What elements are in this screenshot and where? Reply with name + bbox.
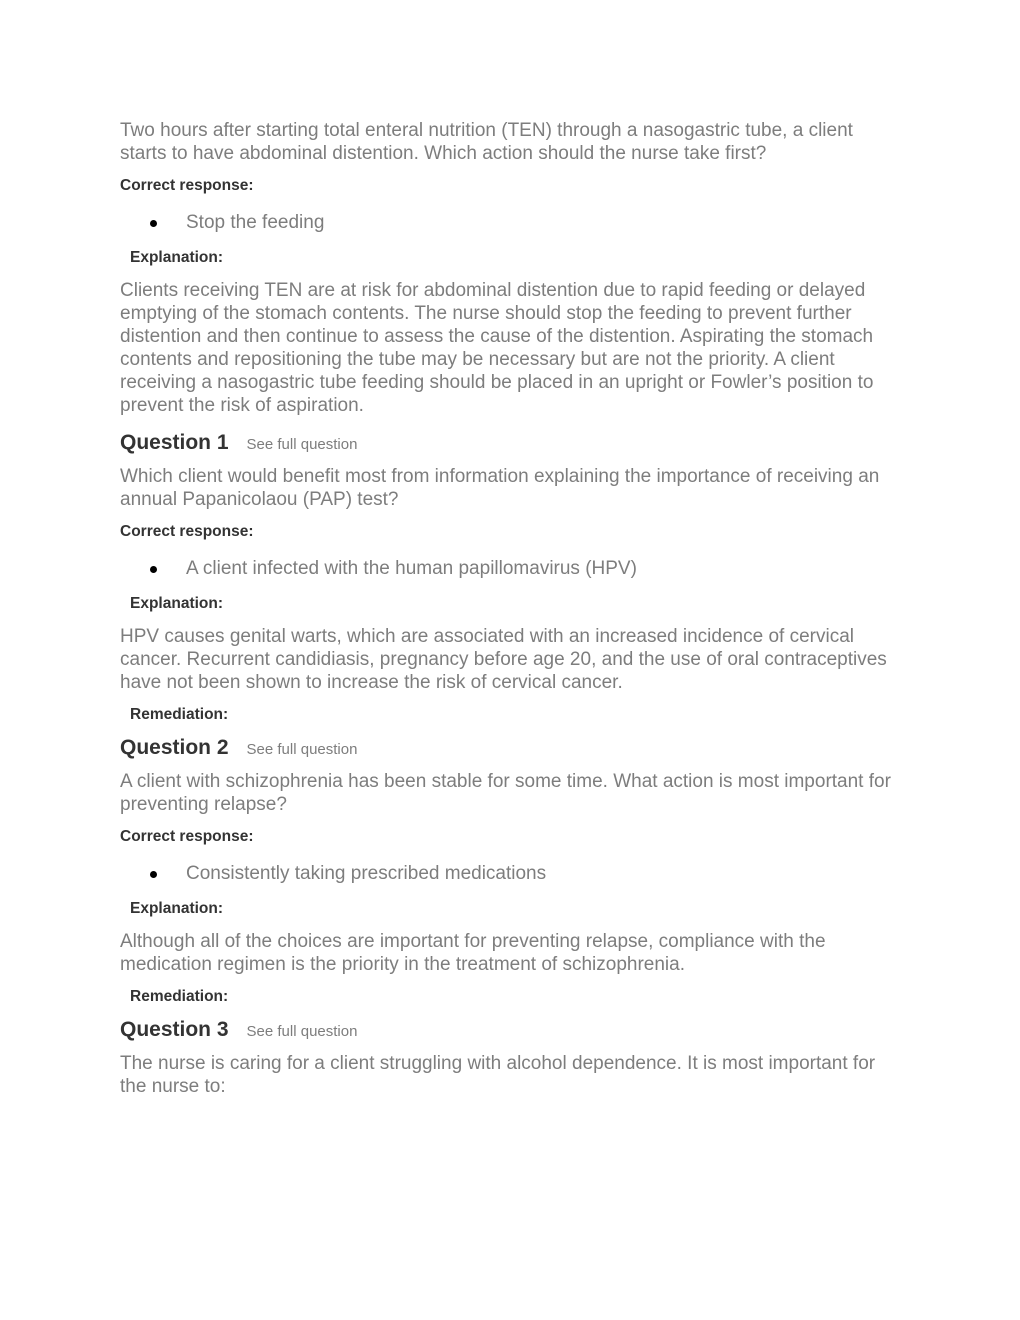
question-text: Two hours after starting total enteral nutrition (TEN) through a nasogastric tube, a client starts to have abdominal distention. Which action should the nurse take first?	[120, 120, 853, 164]
correct-response-label: Correct response:	[120, 177, 254, 194]
explanation-text: HPV causes genital warts, which are associated with an increased incidence of cervical cancer. Recurrent candidiasis, pregnancy before age 20, and the use of oral contraceptives have not been shown to increase the risk of cervical cancer.	[120, 626, 887, 693]
explanation-label: Explanation:	[130, 249, 224, 266]
bullet-icon	[150, 566, 157, 573]
see-full-question-link[interactable]: See full question	[246, 741, 358, 758]
answer-item	[120, 211, 900, 235]
question-text: The nurse is caring for a client struggling with alcohol dependence. It is most important for the nurse to:	[120, 1053, 876, 1097]
see-full-question-link[interactable]: See full question	[246, 1023, 358, 1040]
question-text: Which client would benefit most from information explaining the importance of receiving an annual Papanicolaou (PAP) test?	[120, 466, 880, 510]
see-full-question-link[interactable]: See full question	[246, 436, 358, 453]
remediation-label: Remediation:	[130, 988, 229, 1005]
answer-text: A client infected with the human papillomavirus (HPV)	[186, 558, 637, 579]
answer-text: Stop the feeding	[186, 212, 325, 233]
question-title: Question 3	[120, 1018, 229, 1041]
answer-item	[120, 557, 900, 581]
explanation-label: Explanation:	[130, 595, 224, 612]
question-title: Question 1	[120, 431, 229, 454]
question-header	[120, 736, 900, 760]
remediation-label: Remediation:	[130, 706, 229, 723]
answer-item	[120, 862, 900, 886]
question-header	[120, 431, 900, 455]
correct-response-label: Correct response:	[120, 828, 254, 845]
question-header	[120, 1018, 900, 1042]
question-title: Question 2	[120, 736, 229, 759]
bullet-icon	[150, 871, 157, 878]
bullet-icon	[150, 220, 157, 227]
explanation-text: Although all of the choices are important for preventing relapse, compliance with the medication regimen is the priority in the treatment of schizophrenia.	[120, 931, 826, 975]
correct-response-label: Correct response:	[120, 523, 254, 540]
document-page	[120, 119, 900, 1098]
answer-text: Consistently taking prescribed medications	[186, 863, 547, 884]
explanation-text: Clients receiving TEN are at risk for abdominal distention due to rapid feeding or delayed emptying of the stomach contents. The nurse should stop the feeding to prevent further distention and then continue to assess the cause of the distention. Aspirating the stomach contents and repositioning the tube may be necessary but are not the priority. A client receiving a nasogastric tube feeding should be placed in an upright or Fowler’s position to prevent the risk of aspiration.	[120, 280, 874, 416]
explanation-label: Explanation:	[130, 900, 224, 917]
question-text: A client with schizophrenia has been stable for some time. What action is most important for preventing relapse?	[120, 771, 891, 815]
